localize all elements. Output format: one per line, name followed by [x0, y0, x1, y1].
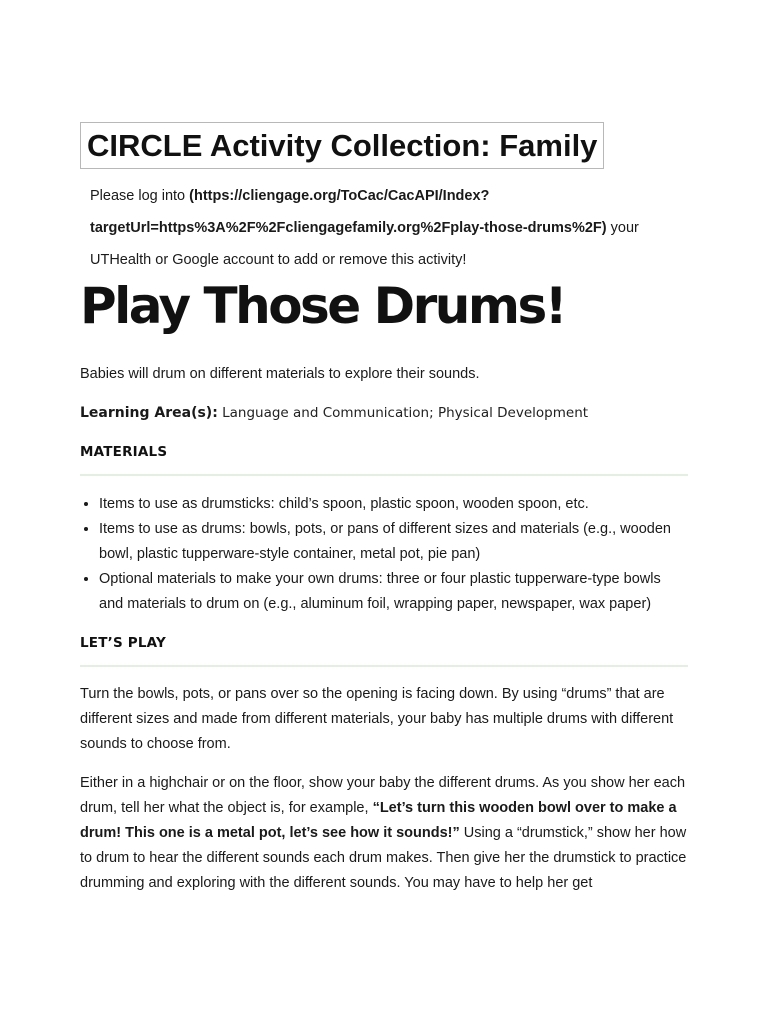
materials-divider: [80, 474, 688, 476]
login-note: [90, 180, 688, 276]
lets-play-paragraph-1: Turn the bowls, pots, or pans over so the opening is facing down. By using “drums” that are different sizes and made from different materials, your baby has multiple drums with different sounds to choose from.: [80, 686, 674, 752]
login-link[interactable]: (https://cliengage.org/ToCac/CacAPI/Index?targetUrl=https%3A%2F%2Fcliengagefamily.org%2Fplay-those-drums%2F): [90, 188, 607, 236]
lets-play-divider: [80, 665, 688, 667]
example-quote: “Let’s turn this wooden bowl over to make a drum! This one is a metal pot, let’s see how it sounds!”: [80, 800, 677, 841]
lets-play-paragraph-2: [80, 771, 688, 896]
materials-heading: MATERIALS: [80, 444, 168, 460]
activity-title: Play Those Drums!: [80, 277, 566, 335]
activity-summary: Babies will drum on different materials to explore their sounds.: [80, 366, 480, 382]
lets-play-heading: LET’S PLAY: [80, 635, 167, 651]
learning-area-label: Learning Area(s):: [80, 405, 218, 421]
paragraph-text: Either in a highchair or on the floor, show your baby the different drums. As you show her each drum, tell her what the object is, for example,: [80, 775, 686, 816]
learning-area: [80, 403, 688, 423]
list-item: • Optional materials to make your own drums: three or four plastic tupperware-type bowls and materials to drum on (e.g., aluminum foil, wrapping paper, newspaper, wax paper): [99, 567, 688, 617]
activity-page: [80, 122, 688, 896]
paragraph-text: Using a “drumstick,” show her how to drum to hear the different sounds each drum makes. Then give her the drumstick to practice drumming and exploring with the different sounds. You may have to help her get: [80, 825, 687, 891]
materials-list: [80, 492, 688, 617]
learning-area-value: Language and Communication; Physical Development: [217, 405, 589, 421]
login-note-suffix: your UTHealth or Google account to add or remove this activity!: [90, 220, 639, 268]
list-item: • Items to use as drums: bowls, pots, or pans of different sizes and materials (e.g., wooden bowl, plastic tupperware-style container, metal pot, pie pan): [99, 517, 688, 567]
login-note-prefix: Please log into: [90, 188, 190, 204]
collection-title: CIRCLE Activity Collection: Family: [80, 122, 604, 169]
list-item: • Items to use as drumsticks: child’s spoon, plastic spoon, wooden spoon, etc.: [99, 492, 688, 517]
